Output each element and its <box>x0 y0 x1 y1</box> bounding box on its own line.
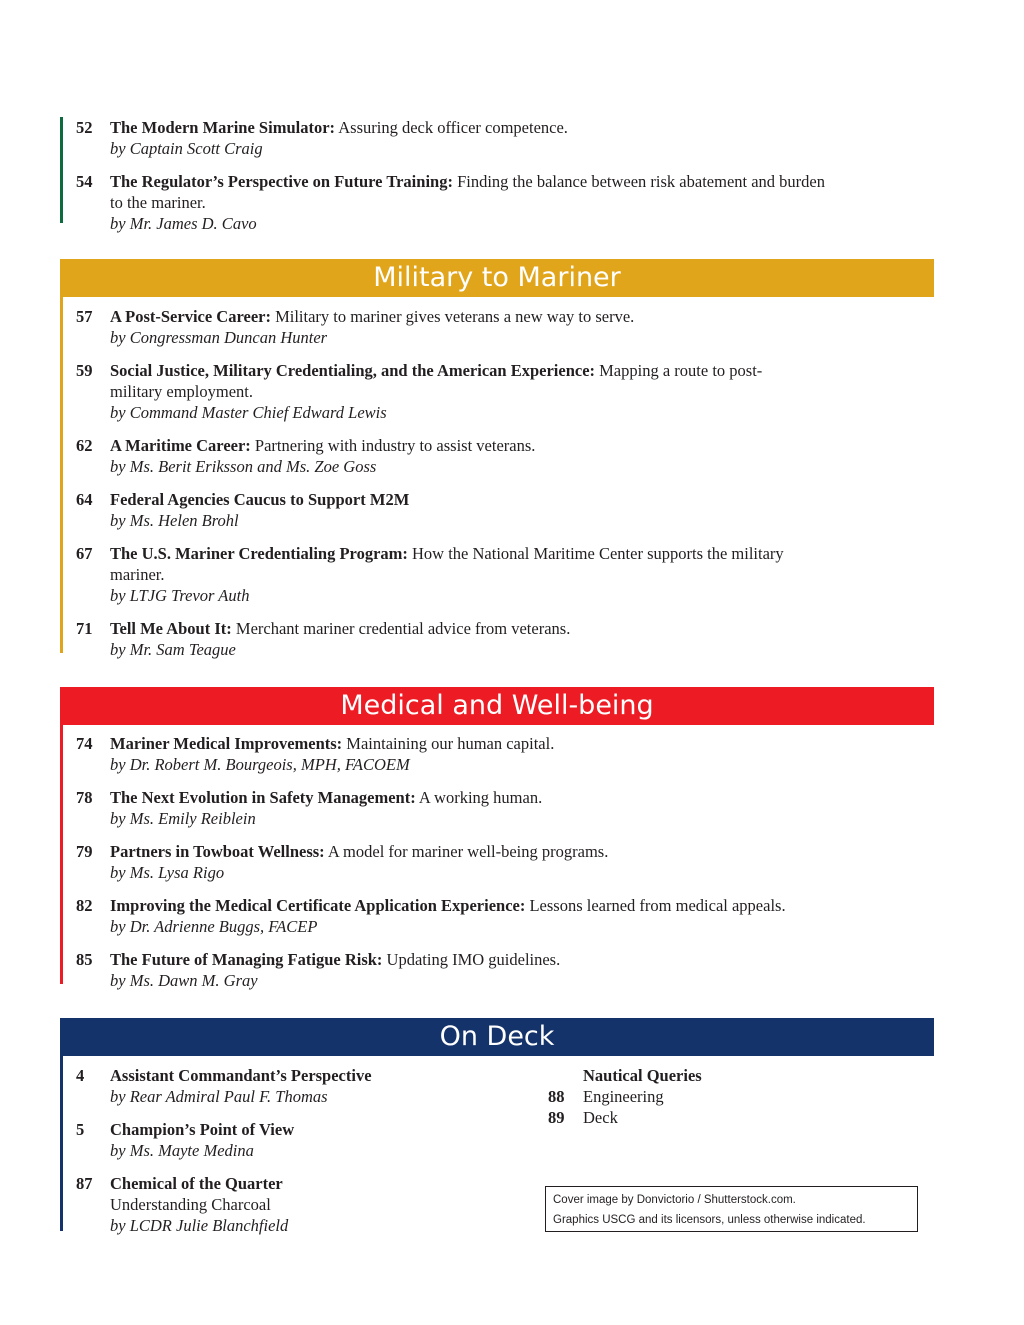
query-item-engineering[interactable] <box>540 1086 840 1107</box>
article-byline: by Dr. Adrienne Buggs, FACEP <box>110 917 318 936</box>
article-byline: by Ms. Helen Brohl <box>110 511 239 530</box>
page-number: 74 <box>76 734 93 753</box>
page-number: 89 <box>548 1108 565 1127</box>
article-description: Finding the balance between risk abatement and burden to the mariner. <box>110 172 825 212</box>
article-title: Federal Agencies Caucus to Support M2M <box>110 490 410 509</box>
page-number: 57 <box>76 307 93 326</box>
section-heading-medical: Medical and Well-being <box>60 687 934 725</box>
article-description: Partnering with industry to assist veterans. <box>254 436 536 455</box>
page-number: 52 <box>76 118 93 137</box>
query-label: Deck <box>583 1108 618 1127</box>
page-number: 59 <box>76 361 93 380</box>
article-byline: by Dr. Robert M. Bourgeois, MPH, FACOEM <box>110 755 410 774</box>
article-description: Mapping a route to post-military employment. <box>110 361 763 401</box>
credit-line-graphics: Graphics USCG and its licensors, unless otherwise indicated. <box>553 1214 866 1226</box>
article-byline: by Ms. Lysa Rigo <box>110 863 225 882</box>
article-byline: by Ms. Mayte Medina <box>110 1141 254 1160</box>
article-title: The Regulator’s Perspective on Future Training: <box>110 172 453 191</box>
article-description: A model for mariner well-being programs. <box>327 842 609 861</box>
image-credit-box <box>545 1186 918 1232</box>
article-title: Mariner Medical Improvements: <box>110 734 343 753</box>
page-number: 79 <box>76 842 93 861</box>
article-byline: by Command Master Chief Edward Lewis <box>110 403 387 422</box>
page-number: 54 <box>76 172 93 191</box>
page-number: 5 <box>76 1120 85 1139</box>
ondeck-rail <box>60 1056 63 1231</box>
article-byline: by Mr. Sam Teague <box>110 640 236 659</box>
medical-rail <box>60 725 63 984</box>
page-number: 71 <box>76 619 93 638</box>
article-subtitle: Understanding Charcoal <box>110 1195 271 1214</box>
page-number: 78 <box>76 788 93 807</box>
section-heading-military: Military to Mariner <box>60 259 934 297</box>
article-description: Maintaining our human capital. <box>346 734 555 753</box>
article-byline: by Ms. Berit Eriksson and Ms. Zoe Goss <box>110 457 377 476</box>
nautical-queries-title: Nautical Queries <box>583 1066 702 1085</box>
query-label: Engineering <box>583 1087 664 1106</box>
article-byline: by LTJG Trevor Auth <box>110 586 250 605</box>
article-title: Partners in Towboat Wellness: <box>110 842 325 861</box>
section-heading-ondeck: On Deck <box>60 1018 934 1056</box>
article-description: Lessons learned from medical appeals. <box>529 896 786 915</box>
article-byline: by Rear Admiral Paul F. Thomas <box>110 1087 328 1106</box>
article-title: A Maritime Career: <box>110 436 251 455</box>
article-description: Assuring deck officer competence. <box>338 118 568 137</box>
article-description: Merchant mariner credential advice from veterans. <box>235 619 571 638</box>
article-title: A Post-Service Career: <box>110 307 271 326</box>
page-number: 88 <box>548 1087 565 1106</box>
article-byline: by Captain Scott Craig <box>110 139 263 158</box>
article-byline: by Ms. Emily Reiblein <box>110 809 256 828</box>
article-description: Updating IMO guidelines. <box>386 950 561 969</box>
article-byline: by LCDR Julie Blanchfield <box>110 1216 289 1235</box>
article-title: Assistant Commandant’s Perspective <box>110 1066 372 1085</box>
page-number: 4 <box>76 1066 85 1085</box>
query-item-deck[interactable] <box>540 1107 840 1128</box>
page-number: 67 <box>76 544 93 563</box>
page-number: 62 <box>76 436 93 455</box>
article-title: The Next Evolution in Safety Management: <box>110 788 416 807</box>
intro-rail <box>60 117 63 223</box>
article-description: A working human. <box>418 788 543 807</box>
military-rail <box>60 297 63 653</box>
page-number: 82 <box>76 896 93 915</box>
page-number: 87 <box>76 1174 93 1193</box>
article-title: Champion’s Point of View <box>110 1120 295 1139</box>
article-title: The U.S. Mariner Credentialing Program: <box>110 544 408 563</box>
article-title: The Modern Marine Simulator: <box>110 118 336 137</box>
article-title: Chemical of the Quarter <box>110 1174 283 1193</box>
article-title: Social Justice, Military Credentialing, and the American Experience: <box>110 361 596 380</box>
article-byline: by Ms. Dawn M. Gray <box>110 971 258 990</box>
article-title: Tell Me About It: <box>110 619 232 638</box>
article-byline: by Congressman Duncan Hunter <box>110 328 328 347</box>
article-description: How the National Maritime Center supports the military mariner. <box>110 544 784 584</box>
article-byline: by Mr. James D. Cavo <box>110 214 257 233</box>
page-number: 85 <box>76 950 93 969</box>
page-number: 64 <box>76 490 93 509</box>
article-title: The Future of Managing Fatigue Risk: <box>110 950 383 969</box>
credit-line-cover: Cover image by Donvictorio / Shutterstock.com. <box>553 1194 796 1206</box>
article-description: Military to mariner gives veterans a new way to serve. <box>275 307 635 326</box>
article-title: Improving the Medical Certificate Application Experience: <box>110 896 526 915</box>
